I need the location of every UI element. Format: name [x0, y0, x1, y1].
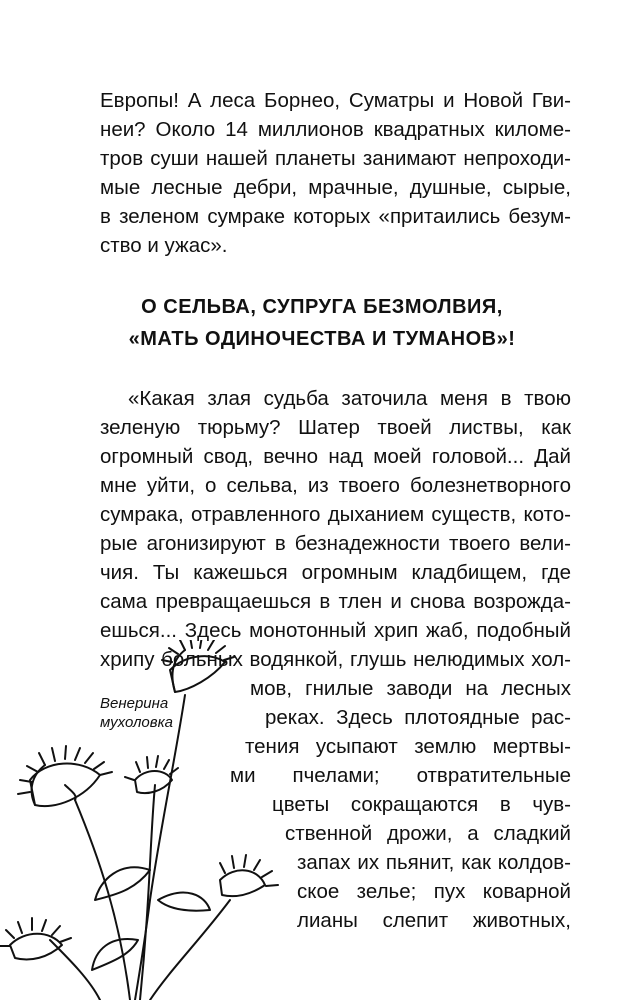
section-heading-line-2: «МАТЬ ОДИНОЧЕСТВА И ТУМАНОВ»! — [128, 328, 516, 350]
trap — [220, 870, 265, 896]
text-line: ство и ужас». — [100, 234, 228, 257]
text-line: мые лесные дебри, мрачные, душные, сырые, — [100, 176, 571, 199]
text-line: тения усыпают землю мертвы- — [245, 735, 571, 758]
caption-line: мухоловка — [100, 714, 174, 731]
venus-flytrap-illustration — [0, 640, 300, 1000]
text-line: ми пчелами; отвратительные — [230, 764, 571, 787]
text-line: хрипу больных водянкой, глушь нелюдимых хол- — [100, 648, 571, 671]
text-line: неи? Около 14 миллионов квадратных киломе- — [100, 118, 571, 141]
text-line: мов, гнилые заводи на лесных — [250, 677, 571, 700]
trap — [170, 656, 225, 692]
text-line: цветы сокращаются в чув- — [272, 793, 571, 816]
text-line: рые агонизируют в безнадежности твоего вели- — [100, 532, 571, 555]
trap — [135, 771, 172, 793]
text-line: ское зелье; пух коварной — [297, 880, 571, 903]
trap-teeth — [0, 918, 71, 946]
text-line: лианы слепит животных, — [297, 909, 571, 932]
text-line: ешься... Здесь монотонный хрип жаб, подобный — [100, 619, 571, 642]
text-line: тров суши нашей планеты занимают непроходи- — [100, 147, 571, 170]
trap — [172, 650, 185, 692]
leaf — [158, 893, 210, 911]
text-line: в зеленом сумраке которых «притаились безум- — [100, 205, 571, 228]
section-heading-line-1: О СЕЛЬВА, СУПРУГА БЕЗМОЛВИЯ, — [141, 296, 503, 318]
caption-line: Венерина — [100, 695, 169, 712]
stem — [75, 800, 130, 1000]
leaf — [92, 939, 138, 970]
text-line: реках. Здесь плотоядные рас- — [265, 706, 571, 729]
trap — [10, 934, 62, 960]
text-line: зеленую тюрьму? Шатер твоей листвы, как — [100, 416, 571, 439]
text-line: ственной дрожи, а сладкий — [285, 822, 571, 845]
stem — [135, 695, 185, 1000]
trap — [32, 765, 45, 805]
trap-teeth — [162, 640, 234, 662]
text-line: запах их пьянит, как колдов- — [297, 851, 571, 874]
text-line: мне уйти, о сельва, из твоего болезнетворного — [100, 474, 571, 497]
text-line: Европы! А леса Борнео, Суматры и Новой Гви- — [100, 89, 571, 112]
stem — [150, 900, 230, 1000]
leaf — [95, 867, 150, 900]
text-line: сама превращаешься в тлен и снова возрожда- — [100, 590, 571, 613]
text-line: огромный свод, вечно над моей головой... Дай — [100, 445, 571, 468]
stem — [140, 785, 155, 1000]
text-line: сумрака, отравленного дыханием существ, кото- — [100, 503, 571, 526]
text-line: «Какая злая судьба заточила меня в твою — [128, 387, 571, 410]
text-line: чия. Ты кажешься огромным кладбищем, где — [100, 561, 571, 584]
